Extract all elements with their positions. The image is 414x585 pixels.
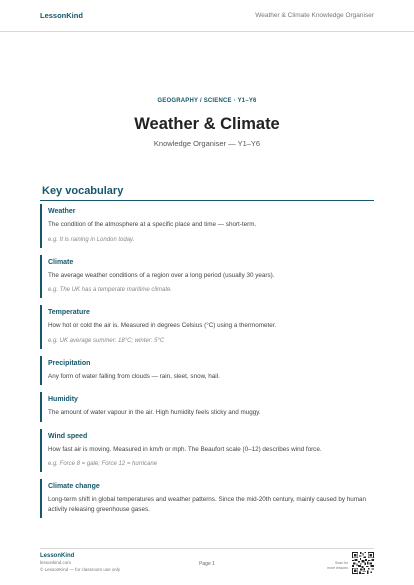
page-subtitle: Knowledge Organiser — Y1–Y6 (153, 139, 261, 148)
scan-label-line-2: more lessons (327, 565, 348, 570)
vocab-item-precipitation (40, 356, 374, 386)
vocab-definition: The amount of water vapour in the air. High humidity feels sticky and muggy. (48, 409, 261, 416)
header-document-title: Weather & Climate Knowledge Organiser (255, 12, 374, 19)
vocab-item-wind-speed (40, 429, 374, 473)
vocab-term: Weather (48, 208, 76, 215)
vocabulary-list (40, 204, 374, 525)
footer-brand: LessonKind (40, 553, 75, 559)
title-block (0, 98, 414, 148)
vocab-definition: How fast air is moving. Measured in km/h or mph. The Beaufort scale (0–12) describes wind force. (48, 445, 322, 453)
vocab-item-climate-change (40, 479, 374, 518)
vocab-item-humidity (40, 392, 374, 422)
vocab-example: e.g. It is raining in London today. (48, 236, 135, 243)
page-title: Weather & Climate (134, 115, 280, 133)
vocab-definition: The condition of the atmosphere at a specific place and time — short-term. (48, 221, 257, 228)
vocab-term: Climate (48, 258, 74, 266)
vocab-definition: The average weather conditions of a region over a long period (usually 30 years). (48, 271, 275, 279)
vocab-term: Precipitation (48, 359, 91, 367)
footer-copyright: © LessonKind — for classroom use only (40, 566, 121, 572)
footer-site-link[interactable]: lessonkind.com (40, 560, 72, 565)
vocab-item-weather (40, 204, 374, 248)
subject-kicker: GEOGRAPHY / SCIENCE · Y1–Y6 (157, 98, 257, 104)
qr-code-icon[interactable] (352, 552, 374, 574)
vocab-definition: Long-term shift in global temperatures and weather patterns. Since the mid-20th century, mainly caused by human activity releasing greenhouse gases. (48, 496, 367, 513)
page-footer (40, 548, 374, 578)
vocab-item-temperature (40, 305, 374, 349)
vocab-term: Climate change (48, 483, 100, 490)
vocab-term: Temperature (48, 309, 90, 316)
vocab-definition: How hot or cold the air is. Measured in degrees Celsius (°C) using a thermometer. (48, 322, 277, 329)
section-divider (40, 200, 374, 201)
vocab-example: e.g. The UK has a temperate maritime climate. (48, 287, 173, 293)
section-title-key-vocabulary: Key vocabulary (42, 185, 124, 197)
vocab-example: e.g. UK average summer: 18°C; winter: 5°C (48, 337, 165, 344)
vocab-example: e.g. Force 8 = gale; Force 12 = hurricane (48, 461, 158, 467)
brand-name[interactable]: LessonKind (40, 11, 83, 20)
page-header (0, 0, 414, 32)
vocab-item-climate (40, 255, 374, 299)
vocab-definition: Any form of water falling from clouds — rain, sleet, snow, hail. (48, 372, 220, 380)
page-number: Page 1 (199, 561, 215, 567)
vocab-term: Humidity (48, 396, 78, 403)
vocab-term: Wind speed (48, 432, 88, 440)
qr-scan-label (327, 561, 348, 570)
scan-label-line-1: Scan for (334, 561, 348, 565)
